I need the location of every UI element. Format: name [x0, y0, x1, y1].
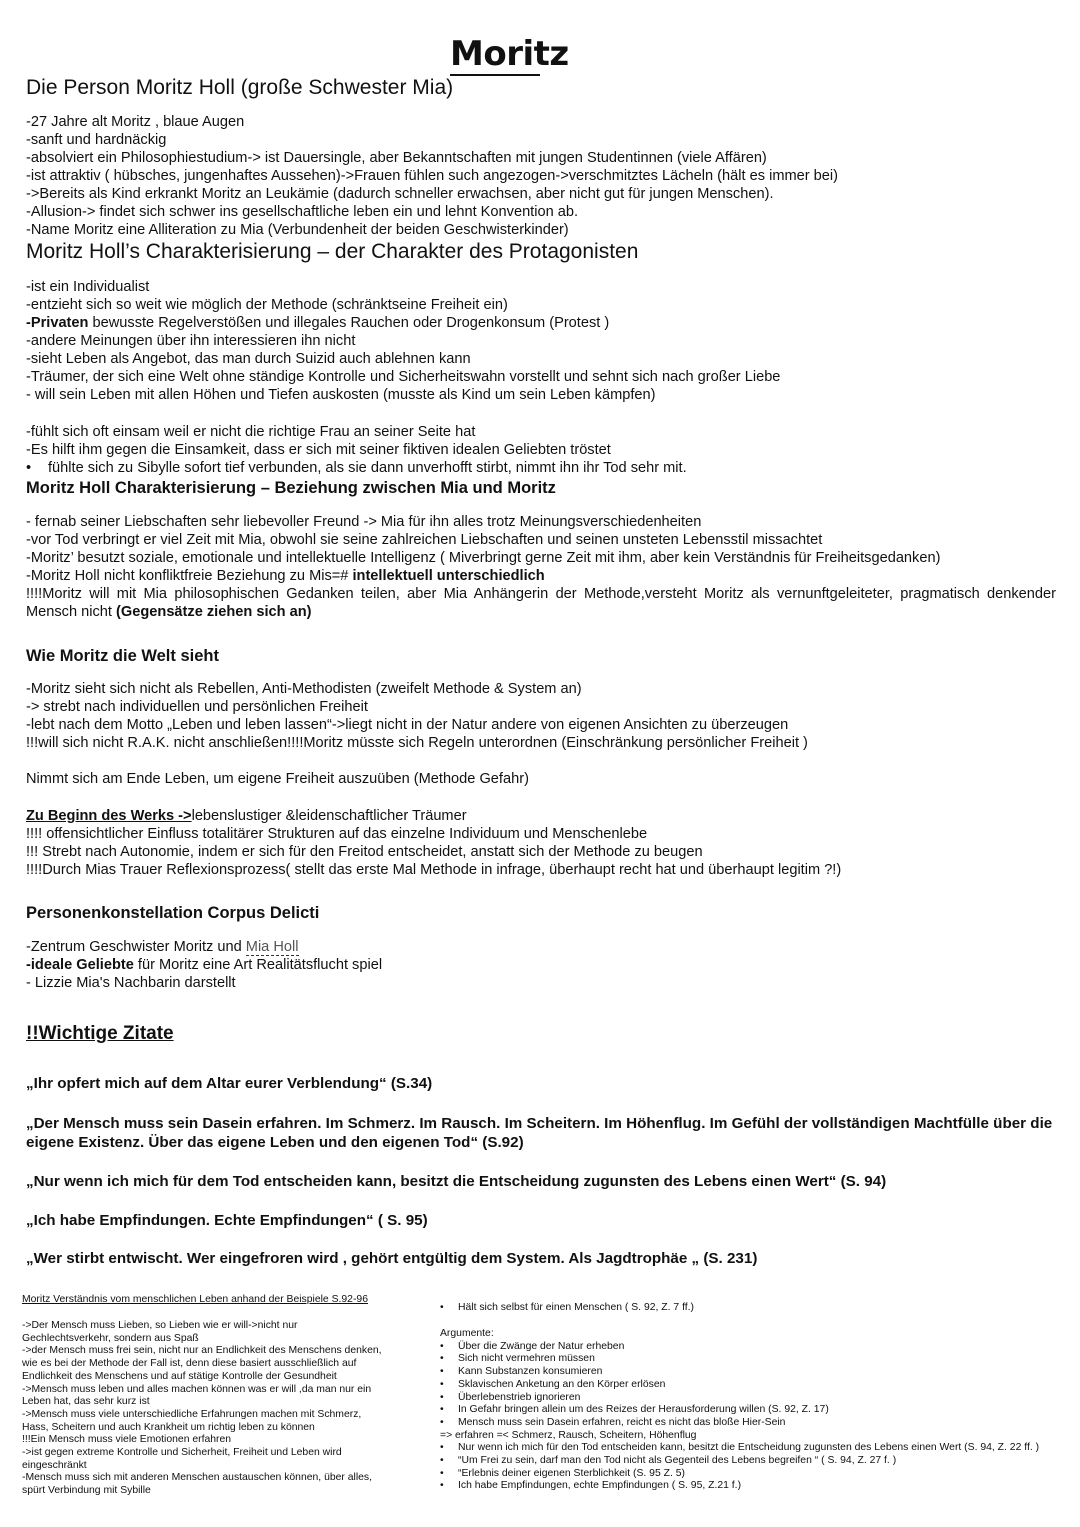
note-bullet-line: [440, 1379, 1039, 1392]
bullet-icon: •: [440, 1366, 444, 1378]
text-line: -absolviert ein Philosophiestudium-> ist Dauersingle, aber Bekanntschaften mit jungen Studentinnen (viele Affären): [26, 150, 767, 166]
text-line: -ist attraktiv ( hübsches, jungenhaftes Aussehen)->Frauen fühlen such angezogen->verschmitztes Lächeln (hält es immer bei): [26, 168, 838, 184]
note-text: Sich nicht vermehren müssen: [458, 1353, 595, 1365]
text-line: ->Bereits als Kind erkrankt Moritz an Leukämie (dadurch schneller erwachsen, aber nicht gut für jungen Menschen).: [26, 186, 774, 202]
note-line: Leben hat, das sehr kurz ist: [22, 1396, 150, 1408]
text-line: -ist ein Individualist: [26, 279, 150, 295]
text-line: -sanft und hardnäckig: [26, 132, 167, 148]
text-line: -Träumer, der sich eine Welt ohne ständige Kontrolle und Sicherheitswahn vorstellt und sehnt sich nach großer Liebe: [26, 369, 781, 385]
note-line: ->Mensch muss leben und alles machen können was er will ,da man nur ein: [22, 1383, 372, 1395]
text-line: -Moritz’ besutzt soziale, emotionale und intellektuelle Intelligenz ( Miverbringt gerne Zeit mit ihm, aber kein Verständnis für Freiheitsgedanken): [26, 550, 941, 566]
title-underline: [450, 74, 540, 76]
section-heading-character: Moritz Holl’s Charakterisierung – der Charakter des Protagonisten: [26, 240, 639, 263]
note-bullet-line: [440, 1404, 1039, 1417]
note-bullet-line: [440, 1302, 694, 1315]
note-line: ->Der Mensch muss Lieben, so Lieben wie er will->nicht nur: [22, 1320, 298, 1331]
note-text: Überlebenstrieb ignorieren: [458, 1391, 581, 1403]
note-text: Nur wenn ich mich für den Tod entscheiden kann, besitzt die Entscheidung zugunsten des Lebens einen Wert (S. 94, Z. 22 ff. ): [458, 1442, 1040, 1454]
text-line: -> strebt nach individuellen und persönlichen Freiheit: [26, 699, 368, 715]
note-bullet-line: [440, 1417, 1039, 1430]
text-line: -Allusion-> findet sich schwer ins gesellschaftliche leben ein und lehnt Konvention ab.: [26, 204, 579, 220]
note-bullet-line: [440, 1392, 1039, 1405]
section-heading-worldview: Wie Moritz die Welt sieht: [26, 647, 219, 665]
note-text: Hält sich selbst für einen Menschen ( S. 92, Z. 7 ff.): [458, 1302, 695, 1313]
note-bullet-line: [440, 1480, 1039, 1493]
text-line-ideal: [26, 956, 382, 974]
note-line: wie es bei der Methode der Fall ist, denn diese basiert ausschließlich auf: [22, 1358, 357, 1370]
note-text: “Um Frei zu sein, darf man den Tod nicht als Gegenteil des Lebens begreifen “ ( S. 94, Z. 27 f. ): [458, 1455, 897, 1467]
note-bullet-line: [440, 1341, 1039, 1354]
text-line: -Name Moritz eine Alliteration zu Mia (Verbundenheit der beiden Geschwisterkinder): [26, 222, 569, 238]
note-text: “Erlebnis deiner eigenen Sterblichkeit (S. 95 Z. 5): [458, 1467, 685, 1479]
text-line: -entzieht sich so weit wie möglich der Methode (schränktseine Freiheit ein): [26, 297, 508, 313]
text-line: - fernab seiner Liebschaften sehr liebevoller Freund -> Mia für ihn alles trotz Meinungsverschiedenheiten: [26, 514, 702, 530]
text-line: !!!! offensichtlicher Einfluss totalitärer Strukturen auf das einzelne Individuum und Menschenlebe: [26, 826, 648, 842]
bullet-icon: •: [440, 1442, 444, 1454]
section-heading-quotes: !!Wichtige Zitate: [26, 1023, 174, 1044]
text-span: -Moritz Holl nicht konfliktfreie Beziehung zu Mis=#: [26, 568, 353, 584]
notes-right-list: [440, 1328, 1039, 1493]
text-line: - will sein Leben mit allen Höhen und Tiefen auskosten (musste als Kind um sein Leben kämpfen): [26, 387, 656, 403]
text-line-begin: [26, 807, 467, 825]
note-line: Hass, Scheitern und auch Krankheit um richtig leben zu können: [22, 1421, 315, 1433]
note-text: Sklavischen Anketung an den Körper erlösen: [458, 1378, 666, 1390]
note-bullet-line: [440, 1442, 1039, 1455]
bullet-icon: •: [440, 1378, 444, 1390]
text-line: -fühlt sich oft einsam weil er nicht die richtige Frau an seiner Seite hat: [26, 424, 476, 440]
text-line: !!!!Durch Mias Trauer Reflexionsprozess( stellt das erste Mal Methode in infrage, überhaupt recht hat und überhaupt legitim ?!): [26, 862, 842, 878]
section-heading-constellation: Personenkonstellation Corpus Delicti: [26, 904, 320, 922]
section-heading-relationship: Moritz Holl Charakterisierung – Beziehung zwischen Mia und Moritz: [26, 479, 556, 497]
text-line: -Moritz sieht sich nicht als Rebellen, Anti-Methodisten (zweifelt Methode & System an): [26, 681, 582, 697]
note-line: spürt Verbindung mit Sybille: [22, 1485, 151, 1497]
bold-text: -ideale Geliebte: [26, 957, 134, 973]
quote-item: „Ich habe Empfindungen. Echte Empfindungen“ ( S. 95): [26, 1212, 428, 1229]
note-text: Über die Zwänge der Natur erheben: [458, 1340, 625, 1352]
bold-text: (Gegensätze ziehen sich an): [116, 604, 312, 620]
bullet-icon: •: [440, 1340, 444, 1352]
text-line: !!! Strebt nach Autonomie, indem er sich für den Freitod entscheidet, anstatt sich der Methode zu beugen: [26, 844, 703, 860]
bullet-icon: •: [440, 1353, 444, 1365]
bullet-icon: •: [440, 1391, 444, 1403]
bullet-icon: •: [440, 1467, 444, 1479]
paragraph-philosophy: [26, 585, 1056, 621]
bullet-icon: •: [440, 1302, 444, 1313]
section-heading-person: Die Person Moritz Holl (große Schwester Mia): [26, 76, 454, 99]
text-line: Nimmt sich am Ende Leben, um eigene Freiheit auszuüben (Methode Gefahr): [26, 771, 529, 787]
bold-text: intellektuell unterschiedlich: [352, 568, 545, 584]
text-span: !!!!Moritz will mit Mia philosophischen Gedanken teilen, aber Mia Anhängerin der Methode,versteht Moritz als vernunftgeleiteter, pragmatisch denkender Mensch nicht: [26, 586, 1056, 620]
text-line: -vor Tod verbringt er viel Zeit mit Mia, obwohl sie seine zahlreichen Liebschaften und seinen unsteten Lebensstil missachtet: [26, 532, 823, 548]
note-line: Endlichkeit des Menschens und auf stätige Kontrolle der Gesundheit: [22, 1370, 337, 1382]
bullet-icon: •: [26, 460, 32, 476]
notes-left-heading: Moritz Verständnis vom menschlichen Leben anhand der Beispiele S.92-96: [22, 1294, 368, 1305]
quote-item: „Wer stirbt entwischt. Wer eingefroren wird , gehört entgültig dem System. Als Jagdtrophäe „ (S. 231): [26, 1250, 758, 1267]
text-span: -Zentrum Geschwister Moritz und: [26, 939, 246, 955]
notes-left-list: [22, 1320, 382, 1498]
bullet-icon: •: [440, 1455, 444, 1467]
text-span: fühlte sich zu Sibylle sofort tief verbunden, als sie dann unverhofft stirbt, nimmt ihn ihr Tod sehr mit.: [48, 460, 687, 476]
note-bullet-line: [440, 1366, 1039, 1379]
note-bullet-line: [440, 1353, 1039, 1366]
note-line: ->der Mensch muss frei sein, nicht nur an Endlichkeit des Menschens denken,: [22, 1345, 382, 1357]
text-line: - Lizzie Mia's Nachbarin darstellt: [26, 975, 236, 991]
text-line: -andere Meinungen über ihn interessieren ihn nicht: [26, 333, 356, 349]
text-span: bewusste Regelverstößen und illegales Rauchen oder Drogenkonsum (Protest ): [88, 315, 610, 331]
note-line: ->Mensch muss viele unterschiedliche Erfahrungen machen mit Schmerz,: [22, 1408, 362, 1420]
note-text: Ich habe Empfindungen, echte Empfindungen ( S. 95, Z.21 f.): [458, 1480, 742, 1492]
text-line-center: [26, 938, 299, 956]
note-bullet-line: [440, 1468, 1039, 1481]
text-line: !!!will sich nicht R.A.K. nicht anschließen!!!!Moritz müsste sich Regeln unterordnen (Einschränkung persönlicher Freiheit ): [26, 735, 808, 751]
text-line: -sieht Leben als Angebot, das man durch Suizid auch ablehnen kann: [26, 351, 471, 367]
bullet-line: [26, 459, 687, 477]
page-title: Moritz: [450, 34, 569, 74]
note-arrow-line: => erfahren =< Schmerz, Rausch, Scheitern, Höhenflug: [440, 1429, 697, 1441]
text-line-private: [26, 314, 609, 332]
note-line: -Mensch muss sich mit anderen Menschen austauschen können, über alles,: [22, 1472, 373, 1484]
bullet-icon: •: [440, 1416, 444, 1428]
note-text: Mensch muss sein Dasein erfahren, reicht es nicht das bloße Hier-Sein: [458, 1416, 786, 1428]
text-span: für Moritz eine Art Realitätsflucht spiel: [133, 957, 383, 973]
notes-right-first: [440, 1302, 694, 1315]
text-line: -Es hilft ihm gegen die Einsamkeit, dass er sich mit seiner fiktiven idealen Geliebten tröstet: [26, 442, 611, 458]
quote-item: „Nur wenn ich mich für dem Tod entscheiden kann, besitzt die Entscheidung zugunsten des Lebens einen Wert“ (S. 94): [26, 1173, 887, 1190]
note-text: Kann Substanzen konsumieren: [458, 1366, 603, 1378]
bold-underlined-text: Zu Beginn des Werks ->: [26, 808, 192, 824]
name-mia-holl: Mia Holl: [245, 939, 299, 955]
bullet-icon: •: [440, 1480, 444, 1492]
note-line: ->ist gegen extreme Kontrolle und Sicherheit, Freiheit und Leben wird: [22, 1447, 342, 1459]
quote-item: „Der Mensch muss sein Dasein erfahren. Im Schmerz. Im Rausch. Im Scheitern. Im Höhenflug. Im Gefühl der vollständigen Machtfülle über die eigene Existenz. Über das eigene Leben und den eigenen Tod“ (S.92): [26, 1115, 1053, 1151]
text-line: -27 Jahre alt Moritz , blaue Augen: [26, 114, 245, 130]
bold-text: -Privaten: [26, 315, 89, 331]
quote-item: „Ihr opfert mich auf dem Altar eurer Verblendung“ (S.34): [26, 1075, 433, 1092]
note-text: In Gefahr bringen allein um des Reizes der Herausforderung willen (S. 92, Z. 17): [458, 1404, 829, 1416]
note-bullet-line: [440, 1455, 1039, 1468]
note-label: Argumente:: [440, 1328, 494, 1339]
bullet-icon: •: [440, 1404, 444, 1416]
text-line-conflict: [26, 567, 545, 585]
note-line: Gechlechtsverkehr, sondern aus Spaß: [22, 1332, 199, 1344]
note-line: eingeschränkt: [22, 1459, 87, 1471]
note-line: !!!Ein Mensch muss viele Emotionen erfahren: [22, 1434, 232, 1446]
text-span: lebenslustiger &leidenschaftlicher Träumer: [191, 808, 467, 824]
text-line: -lebt nach dem Motto „Leben und leben lassen“->liegt nicht in der Natur andere von eigenen Ansichten zu überzeugen: [26, 717, 789, 733]
